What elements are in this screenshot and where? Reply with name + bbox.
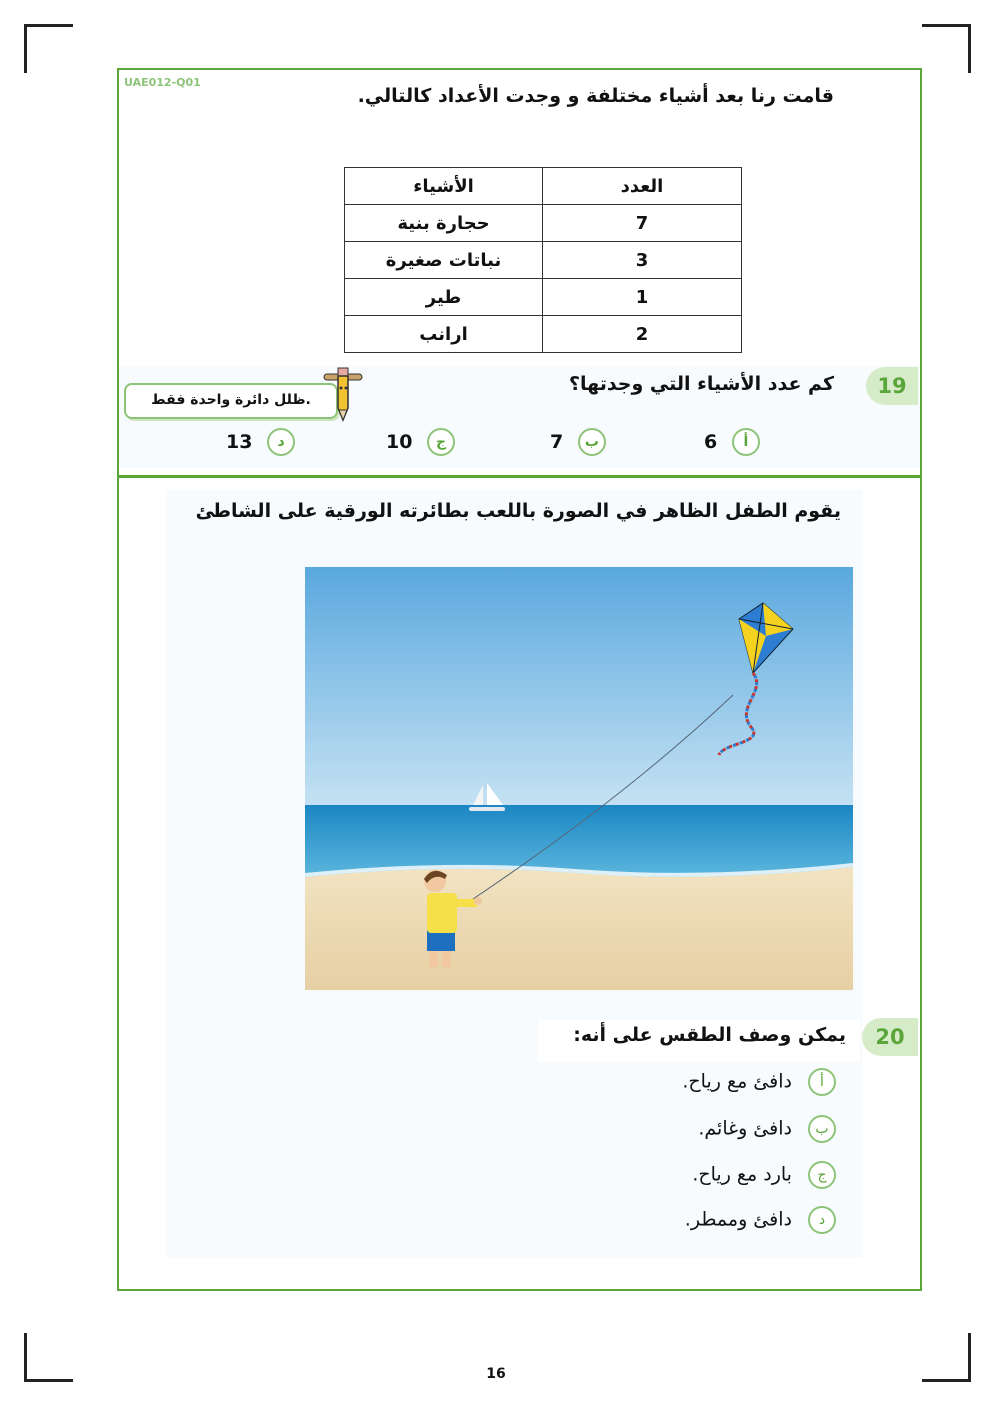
table-cell-item: حجارة بنية: [345, 205, 543, 242]
answer-circle[interactable]: ج: [808, 1161, 836, 1189]
q19-option-value: 6: [704, 431, 718, 453]
question-20-number: 20: [862, 1018, 918, 1056]
shade-instruction: ظلل دائرة واحدة فقط.: [124, 383, 338, 419]
page-number: 16: [486, 1366, 506, 1382]
q20-option-a[interactable]: [682, 1068, 836, 1096]
question-20-text: يمكن وصف الطقس على أنه:: [573, 1024, 846, 1046]
pencil-icon: [318, 362, 368, 424]
beach-kite-illustration: [305, 567, 853, 990]
q20-option-text: دافئ وغائم.: [698, 1117, 792, 1140]
q19-option-value: 7: [550, 431, 564, 453]
table-row: [345, 205, 742, 242]
question-code: UAE012-Q01: [124, 76, 201, 89]
sky: [305, 567, 853, 807]
question-20-stem: يقوم الطفل الظاهر في الصورة باللعب بطائرته الورقية على الشاطئ: [195, 500, 841, 522]
q20-option-text: دافئ وممطر.: [684, 1208, 792, 1231]
sand: [305, 867, 853, 990]
crop-mark-top-left: [24, 24, 73, 73]
answer-circle[interactable]: أ: [808, 1068, 836, 1096]
answer-circle[interactable]: د: [808, 1206, 836, 1234]
answer-circle[interactable]: أ: [732, 428, 760, 456]
answer-circle[interactable]: د: [267, 428, 295, 456]
answer-circle[interactable]: ب: [578, 428, 606, 456]
q19-option-c[interactable]: [386, 428, 455, 456]
table-header-row: [345, 168, 742, 205]
intro-text: قامت رنا بعد أشياء مختلفة و وجدت الأعداد كالتالي.: [357, 85, 834, 107]
header-item: الأشياء: [345, 168, 543, 205]
table-cell-count: 7: [543, 205, 742, 242]
q20-option-text: بارد مع رياح.: [692, 1163, 792, 1186]
answer-circle[interactable]: ج: [427, 428, 455, 456]
q19-option-value: 13: [226, 431, 253, 453]
counts-table: [344, 167, 742, 353]
table-cell-item: ارانب: [345, 316, 543, 353]
table-cell-count: 3: [543, 242, 742, 279]
table-cell-item: نباتات صغيرة: [345, 242, 543, 279]
q19-option-a[interactable]: [704, 428, 760, 456]
header-count: العدد: [543, 168, 742, 205]
q19-option-d[interactable]: [226, 428, 295, 456]
table-row: [345, 279, 742, 316]
q19-option-b[interactable]: [550, 428, 606, 456]
q20-option-c[interactable]: [692, 1161, 836, 1189]
table-cell-count: 1: [543, 279, 742, 316]
answer-circle[interactable]: ب: [808, 1115, 836, 1143]
table-cell-count: 2: [543, 316, 742, 353]
q20-option-text: دافئ مع رياح.: [682, 1070, 792, 1093]
question-19-number: 19: [866, 367, 918, 405]
table-row: [345, 242, 742, 279]
table-row: [345, 316, 742, 353]
q20-option-d[interactable]: [685, 1206, 836, 1234]
crop-mark-top-right: [922, 24, 971, 73]
table-cell-item: طير: [345, 279, 543, 316]
q20-option-b[interactable]: [698, 1115, 836, 1143]
q19-option-value: 10: [386, 431, 413, 453]
question-19-text: كم عدد الأشياء التي وجدتها؟: [569, 373, 834, 395]
